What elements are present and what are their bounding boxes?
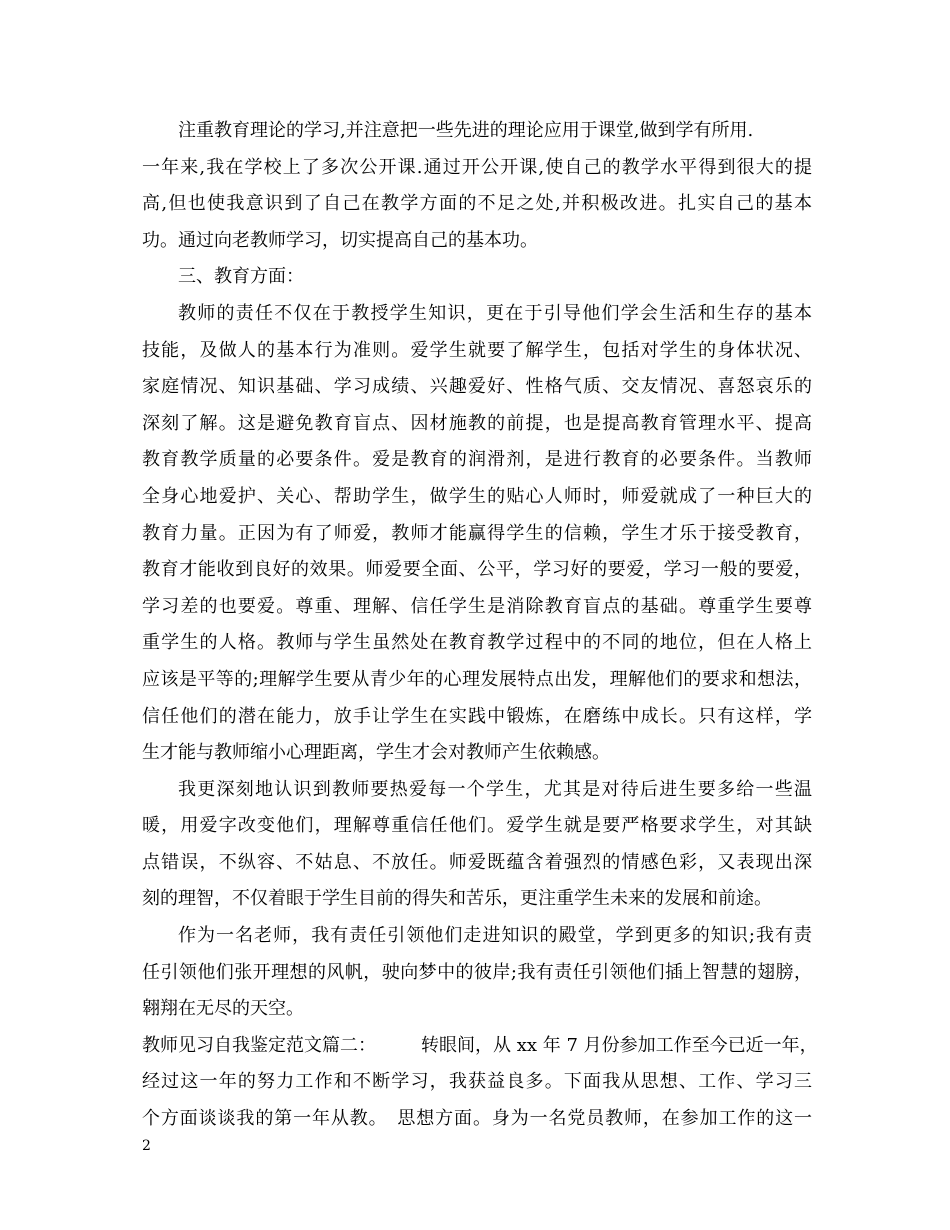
text-line: 功。通过向老教师学习，切实提高自己的基本功。 — [142, 229, 538, 251]
text-line: 教师的责任不仅在于教授学生知识，更在于引导他们学会生活和生存的基本 — [178, 302, 812, 324]
text-line: 任引领他们张开理想的风帆，驶向梦中的彼岸;我有责任引领他们插上智慧的翅膀， — [142, 961, 812, 983]
text-line: 个方面谈谈我的第一年从教。 思想方面。身为一名党员教师，在参加工作的这一 — [142, 1108, 812, 1130]
text-line: 教育才能收到良好的效果。师爱要全面、公平，学习好的要爱，学习一般的要爱， — [142, 559, 812, 581]
text-line: 我更深刻地认识到教师要热爱每一个学生，尤其是对待后进生要多给一些温 — [178, 778, 812, 800]
text-line: 生才能与教师缩小心理距离，学生才会对教师产生依赖感。 — [142, 742, 610, 764]
text-line: 教育教学质量的必要条件。爱是教育的润滑剂，是进行教育的必要条件。当教师 — [142, 449, 812, 471]
text-line: 刻的理智，不仅着眼于学生目前的得失和苦乐，更注重学生未来的发展和前途。 — [142, 888, 772, 910]
page-number: 2 — [142, 1138, 151, 1154]
text-line: 家庭情况、知识基础、学习成绩、兴趣爱好、性格气质、交友情况、喜怒哀乐的 — [142, 376, 812, 398]
text-line: 翱翔在无尽的天空。 — [142, 998, 304, 1020]
text-line: 全身心地爱护、关心、帮助学生，做学生的贴心人师时，师爱就成了一种巨大的 — [142, 485, 812, 507]
text-line: 一年来,我在学校上了多次公开课.通过开公开课,使自己的教学水平得到很大的提 — [142, 156, 812, 178]
text-line: 深刻了解。这是避免教育盲点、因材施教的前提，也是提高教育管理水平、提高 — [142, 412, 812, 434]
text-line: 教师见习自我鉴定范文篇二： 转眼间，从 xx 年 7 月份参加工作至今已近一年， — [142, 1034, 818, 1056]
text-line: 教育力量。正因为有了师爱，教师才能赢得学生的信赖，学生才乐于接受教育， — [142, 522, 812, 544]
text-line: 经过这一年的努力工作和不断学习，我获益良多。下面我从思想、工作、学习三 — [142, 1071, 812, 1093]
text-line: 高,但也使我意识到了自己在教学方面的不足之处,并积极改进。扎实自己的基本 — [142, 193, 812, 215]
text-line: 注重教育理论的学习,并注意把一些先进的理论应用于课堂,做到学有所用. — [178, 120, 754, 141]
text-line: 重学生的人格。教师与学生虽然处在教育教学过程中的不同的地位，但在人格上 — [142, 632, 812, 654]
text-line: 点错误，不纵容、不姑息、不放任。师爱既蕴含着强烈的情感色彩，又表现出深 — [142, 851, 812, 873]
text-line: 作为一名老师，我有责任引领他们走进知识的殿堂，学到更多的知识;我有责 — [178, 925, 812, 947]
text-line: 暖，用爱字改变他们，理解尊重信任他们。爱学生就是要严格要求学生，对其缺 — [142, 815, 812, 837]
text-line: 三、教育方面： — [178, 266, 304, 288]
text-line: 信任他们的潜在能力，放手让学生在实践中锻炼，在磨练中成长。只有这样，学 — [142, 705, 812, 727]
text-line: 应该是平等的;理解学生要从青少年的心理发展特点出发，理解他们的要求和想法， — [142, 668, 812, 690]
text-line: 学习差的也要爱。尊重、理解、信任学生是消除教育盲点的基础。尊重学生要尊 — [142, 595, 812, 617]
document-body — [142, 113, 818, 1138]
text-line: 技能，及做人的基本行为准则。爱学生就要了解学生，包括对学生的身体状况、 — [142, 339, 812, 361]
